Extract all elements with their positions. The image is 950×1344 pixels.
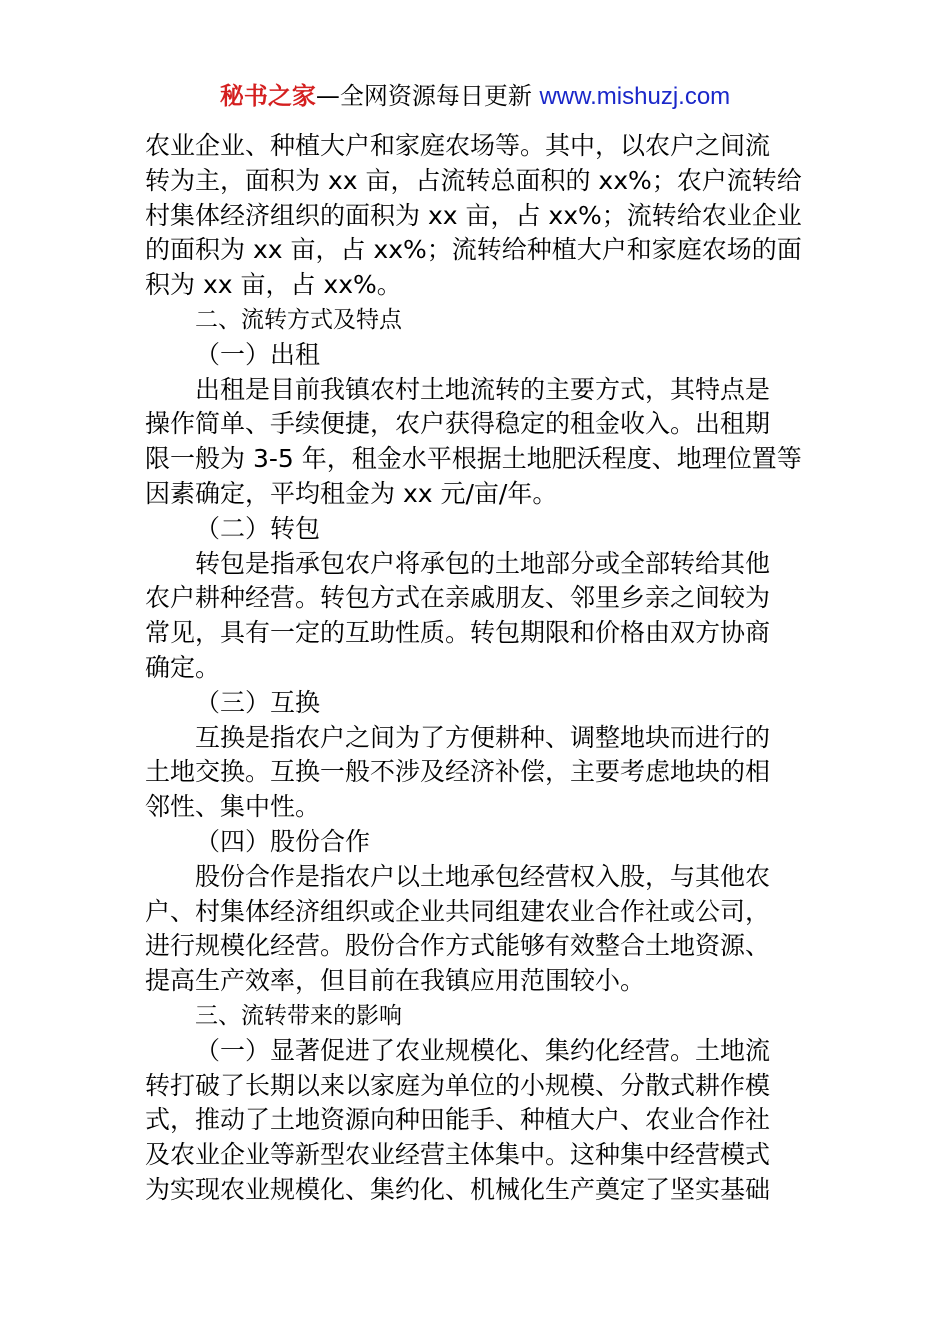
text-line: 常见，具有一定的互助性质。转包期限和价格由双方协商 [145,618,771,648]
text-line: 户、村集体经济组织或企业共同组建农业合作社或公司， [145,896,771,926]
text-line: 转打破了长期以来以家庭为单位的小规模、分散式耕作模 [145,1070,771,1100]
text-line: 操作简单、手续便捷，农户获得稳定的租金收入。出租期 [145,409,771,439]
text-line: 出租是目前我镇农村土地流转的主要方式，其特点是 [195,374,771,404]
text-line: 的面积为 xx 亩，占 xx%；流转给种植大户和家庭农场的面 [145,235,802,265]
section-heading: 二、流转方式及特点 [195,306,402,333]
text-line: （二）转包 [195,513,321,543]
section-heading: 三、流转带来的影响 [195,1002,402,1029]
text-line: 转包是指承包农户将承包的土地部分或全部转给其他 [195,548,771,578]
header-tagline: —全网资源每日更新 [315,82,532,110]
text-line: 提高生产效率，但目前在我镇应用范围较小。 [145,966,646,996]
text-line: 股份合作是指农户以土地承包经营权入股，与其他农 [195,861,771,891]
text-line: 农业企业、种植大户和家庭农场等。其中，以农户之间流 [145,131,771,160]
site-header [0,80,950,113]
text-line: 进行规模化经营。股份合作方式能够有效整合土地资源、 [145,931,771,961]
text-line: 土地交换。互换一般不涉及经济补偿，主要考虑地块的相 [145,757,771,787]
text-line: 转为主，面积为 xx 亩，占流转总面积的 xx%；农户流转给 [145,165,802,195]
text-line: （一）出租 [195,339,321,369]
text-line: （四）股份合作 [195,826,371,856]
text-line: （三）互换 [195,687,321,717]
text-line: （一）显著促进了农业规模化、集约化经营。土地流 [195,1035,771,1065]
text-line: 及农业企业等新型农业经营主体集中。这种集中经营模式 [145,1140,771,1170]
text-line: 邻性、集中性。 [145,792,321,822]
text-line: 村集体经济组织的面积为 xx 亩，占 xx%；流转给农业企业 [145,200,802,230]
text-line: 积为 xx 亩，占 xx%。 [145,270,402,300]
document-body [145,129,807,1208]
text-line: 限一般为 3-5 年，租金水平根据土地肥沃程度、地理位置等 [145,444,802,474]
site-url-link[interactable]: www.mishuzj.com [539,83,731,110]
text-line: 式，推动了土地资源向种田能手、种植大户、农业合作社 [145,1105,771,1135]
text-line: 因素确定，平均租金为 xx 元/亩/年。 [145,478,558,508]
text-line: 互换是指农户之间为了方便耕种、调整地块而进行的 [195,722,771,752]
text-line: 为实现农业规模化、集约化、机械化生产奠定了坚实基础 [145,1174,771,1204]
text-line: 确定。 [145,652,221,682]
text-line: 农户耕种经营。转包方式在亲戚朋友、邻里乡亲之间较为 [145,583,771,613]
brand-name: 秘书之家 [219,82,316,110]
